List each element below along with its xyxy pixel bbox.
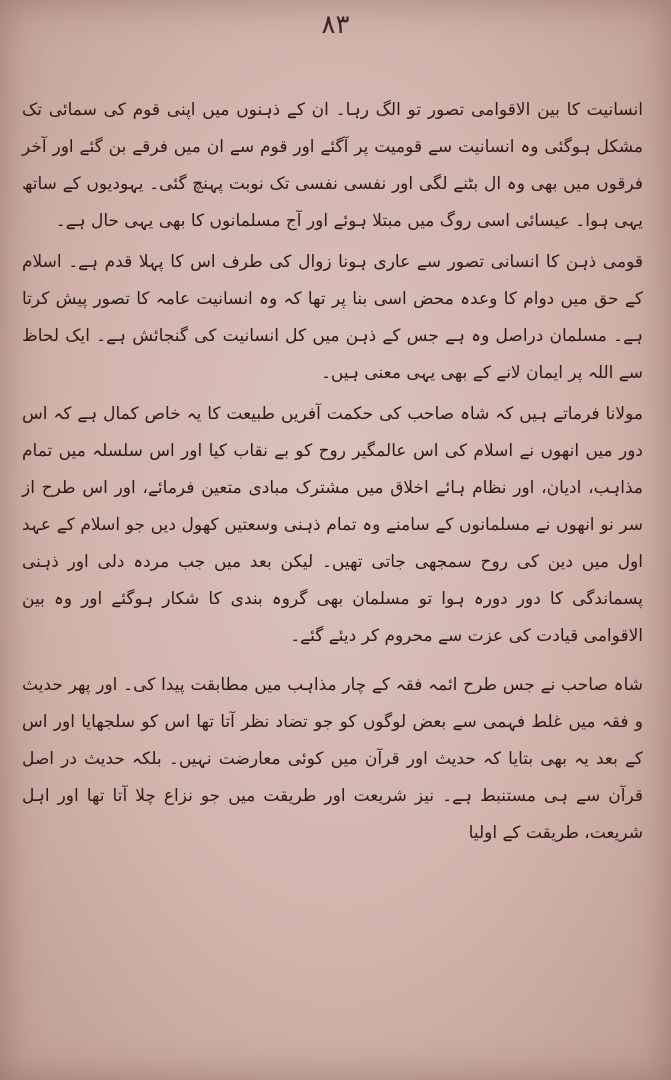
paragraph-2: قومی ذہن کا انسانی تصور سے عاری ہونا زوال کی طرف اس کا پہلا قدم ہے۔ اسلام کے حق میں دوام کا وعدہ محض اسی بنا پر تھا کہ وہ انسانیت عامہ کا تصور پیش کرتا ہے۔ مسلمان دراصل وہ ہے جس کے ذہن میں کل انسانیت کی گنجائش ہے۔ ایک لحاظ سے اللہ پر ایمان لانے کے بھی یہی معنی ہیں۔: [22, 252, 643, 383]
paragraph-1: انسانیت کا بین الاقوامی تصور تو الگ رہا۔ ان کے ذہنوں میں اپنی قوم کی سمائی تک مشکل ہوگئی وہ انسانیت سے قومیت پر آگئے اور قوم سے ان میں فرقے بن گئے اور آخر فرقوں میں بھی وہ ال بٹنے لگی اور نفسی نفسی تک نوبت پہنچ گئی۔ یہودیوں کے ساتھ یہی ہوا۔ عیسائی اسی روگ میں مبتلا ہوئے اور آج مسلمانوں کا بھی یہی حال ہے۔: [22, 100, 643, 231]
paragraph-4: شاہ صاحب نے جس طرح ائمہ فقہ کے چار مذاہب میں مطابقت پیدا کی۔ اور پھر حدیث و فقہ میں غلط فہمی سے بعض لوگوں کو جو تضاد نظر آتا تھا اس کو سلجھایا اور اس کے بعد یہ بھی بتایا کہ حدیث اور قرآن میں کوئی معارضت نہیں۔ بلکہ حدیث در اصل قرآن سے ہی مستنبط ہے۔ نیز شریعت اور طریقت میں جو نزاع چلا آتا تھا اور اہل شریعت، طریقت کے اولیا: [22, 675, 643, 843]
page-number: ٨٣: [321, 10, 350, 40]
paragraph-3: مولانا فرماتے ہیں کہ شاہ صاحب کی حکمت آفریں طبیعت کا یہ خاص کمال ہے کہ اس دور میں انھوں نے اسلام کی اس عالمگیر روح کو بے نقاب کیا اور اس سلسلہ میں تمام مذاہب، ادیان، اور نظام ہائے اخلاق میں مشترک مبادی متعین فرمائے، اور اس طرح از سر نو انھوں نے مسلمانوں کے سامنے وہ تمام ذہنی وسعتیں کھول دیں جو اسلام کے عہد اول میں دین کی روح سمجھی جاتی تھیں۔ لیکن بعد میں جب مردہ دلی اور ذہنی پسماندگی کا دور دورہ ہوا تو مسلمان بھی گروہ بندی کا شکار ہوگئے اور وہ بین الاقوامی قیادت کی عزت سے محروم کر دیئے گئے۔: [22, 404, 643, 646]
body-text: [22, 92, 643, 852]
